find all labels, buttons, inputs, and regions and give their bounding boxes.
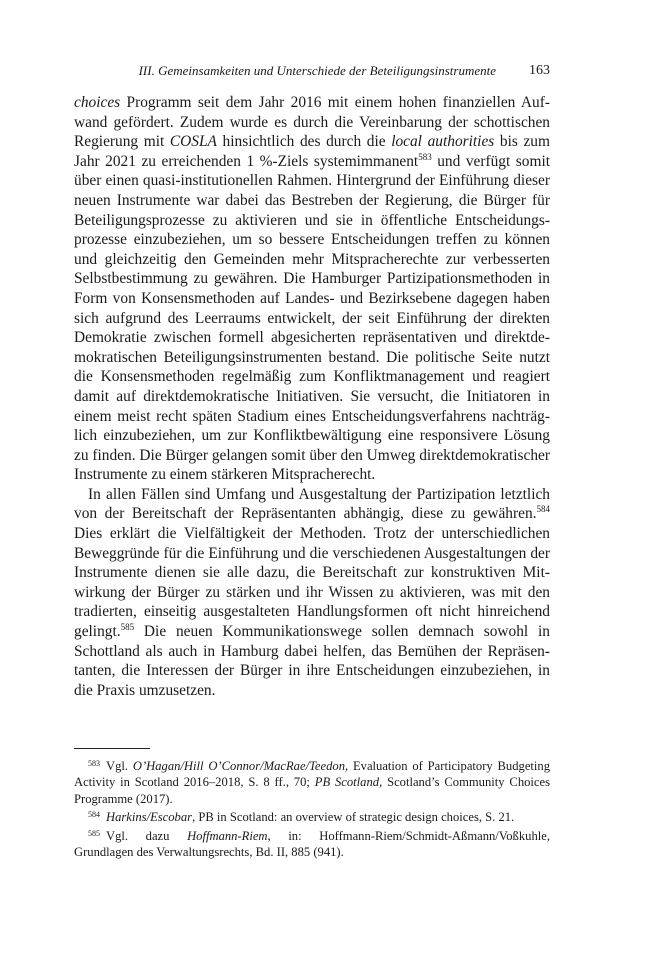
footnote-ref-584[interactable]: 584 [536, 504, 550, 515]
running-header [74, 63, 550, 85]
footnotes [74, 756, 550, 860]
text-run: hinsichtlich des durch die [216, 133, 392, 151]
text-run: und verfügt somit über einen quasi-institutionellen Rahmen. Hintergrund der Einführung dieser neuen Instrumente war dabei das Bestreben der Regierung, die Bürger für Beteiligungsprozesse zu aktivieren und sie in öffentliche Entscheidungsprozesse einzubeziehen, um so bessere Entscheidungen treffen zu können und gleichzeitig den Gemeinden mehr Mitspracherechte zur verbesserten Selbstbestimmung zu gewähren. Die Hamburger Partizipationsmethoden in Form von Konsensmethoden auf Landes- und Bezirksebene dagegen haben sich aufgrund des Leerraums entwickelt, der seit Einführung der direkten Demokratie zwischen formell abgesicherten repräsentativen und direktdemokratischen Beteiligungsinstrumenten bestand. Die politische Seite nutzt die Konsensmethoden regelmäßig zum Konfliktmanagement und reagiert damit auf direktdemokratische Initiativen. Sie versucht, die Initiatoren in einem meist recht späten Stadium eines Entscheidungsverfahrens nachträglich einzubeziehen, um zur Konfliktbewältigung eine responsivere Lösung zu finden. Die Bürger gelangen somit über den Umweg direktdemokratischer Instrumente zu einem stärkeren Mitspracherecht. [74, 152, 550, 484]
text-run: bis zum Jahr 2021 zu erreichenden 1 %-Ziels systemimmanent [74, 133, 550, 170]
text-run: Dies erklärt die Vielfältigkeit der Methoden. Trotz der unterschiedlichen Beweggründe für die Einführung und die verschiedenen Ausgestaltungen der Instrumente dienen sie alle dazu, die Bereitschaft zur konstruktiven Mitwirkung der Bürger zu stärken und ihr Wissen zu aktivieren, was mit den tradierten, einseitig ausgestalteten Handlungsformen oft nicht hinreichend gelingt. [74, 525, 550, 641]
footnote-number: 584 [88, 810, 100, 820]
paragraph-2 [74, 485, 550, 701]
text-run: , PB in Scotland: an overview of strategic design choices, S. 21. [192, 810, 515, 825]
text-run: , Scotland’s Community Choices Programme (2017). [74, 775, 550, 806]
text-run: Die neuen Kommunikationswege sollen demnach sowohl in Schottland als auch in Hamburg dabei helfen, das Bemühen der Repräsentanten, die Interessen der Bürger in ihre Entscheidungen einzubeziehen, in die Praxis umzusetzen. [74, 623, 550, 699]
body-text [74, 93, 550, 700]
text-run: Vgl. dazu [106, 828, 188, 843]
italic-term: local authorities [391, 133, 495, 151]
footnote-separator [74, 748, 150, 749]
footnote-585 [74, 826, 550, 861]
text-run: Vgl. [106, 759, 133, 773]
text-run: , Evaluation of Participatory Budgeting Activity in Scotland 2016–2018, S. 8 ff., 70; [74, 759, 550, 790]
footnote-number: 585 [88, 828, 100, 838]
paragraph-1 [74, 93, 550, 485]
footnote-number: 583 [88, 759, 100, 768]
author-name: O’Hagan/Hill O’Connor/MacRae/Teedon [132, 759, 345, 773]
author-name: Harkins/Escobar [106, 810, 193, 825]
text-run: Programm seit dem Jahr 2016 mit einem hohen finanziellen Aufwand gefördert. Zudem wurde es durch die Vereinbarung der schottischen Regierung mit [74, 94, 550, 151]
author-name: Hoffmann-Riem [187, 828, 268, 843]
author-name: PB Scotland [314, 775, 380, 790]
page-number: 163 [529, 63, 550, 78]
text-run: In allen Fällen sind Umfang und Ausgestaltung der Partizipation letztlich von der Bereitschaft der Repräsentanten abhängig, diese zu gewähren. [74, 485, 550, 523]
italic-term: choices [74, 94, 121, 111]
italic-term: COSLA [169, 133, 217, 151]
text-run: , in: Hoffmann-Riem/Schmidt-Aßmann/Voßkuhle, Grundlagen des Verwaltungsrechts, Bd. II, 885 (941). [74, 828, 550, 860]
footnote-ref-583[interactable]: 583 [418, 151, 432, 162]
footnote-ref-585[interactable]: 585 [120, 622, 135, 633]
footnote-583 [74, 756, 550, 807]
running-title: III. Gemeinsamkeiten und Unterschiede der Beteiligungsinstrumente [138, 63, 496, 78]
footnote-584 [74, 807, 550, 825]
